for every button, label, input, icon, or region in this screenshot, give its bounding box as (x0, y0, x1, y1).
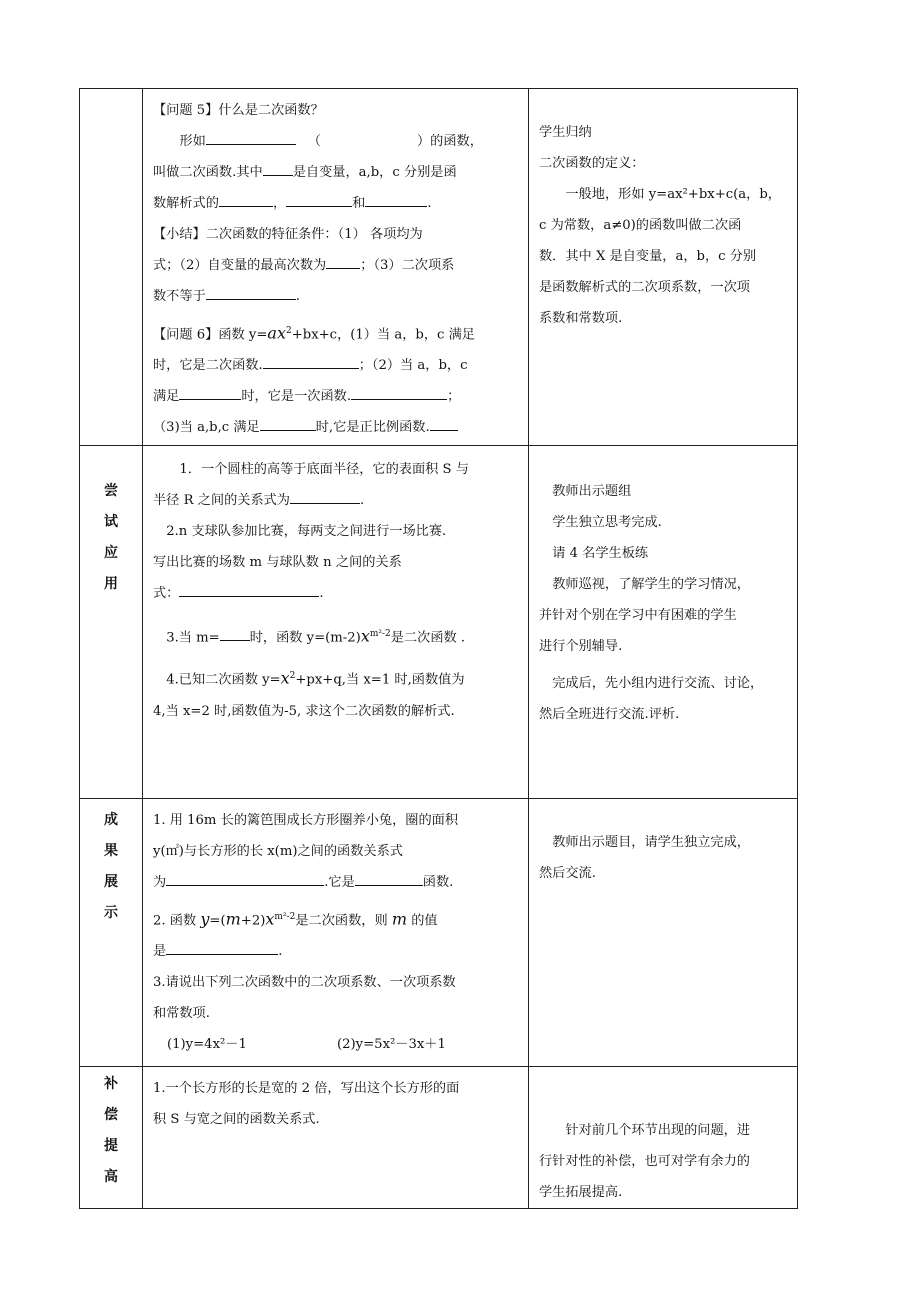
right-text-line: 学生拓展提高. (539, 1185, 623, 1200)
right-text-line: 进行个别辅导. (539, 639, 623, 654)
question-5-title: 【问题 5】什么是二次函数？ (153, 103, 324, 118)
activity-cell-remedial (529, 1067, 798, 1209)
right-text-line: 系数和常数项. (539, 311, 623, 326)
right-text-line: 学生归纳 (539, 125, 592, 140)
task-1-line3: 为 .它是 函数. (153, 867, 520, 898)
task-3-line2: 和常数项. (153, 1006, 210, 1022)
question-cell-show-results (143, 799, 529, 1067)
summary-line2: 式；（2）自变量的最高次数为 ；（3）二次项系 (153, 250, 520, 281)
question-6-line2: 时，它是二次函数. ；（2）当 a，b，c (153, 350, 520, 381)
stage-char: 提 (104, 1138, 118, 1154)
problem-2-line1: 2.n 支球队参加比赛，每两支之间进行一场比赛. (166, 524, 447, 539)
question-cell-remedial (143, 1067, 529, 1209)
task-1-line1: 1. 用 16m 长的篱笆围成长方形圈养小兔，圈的面积 (153, 813, 459, 828)
activity-cell-show-results (529, 799, 798, 1067)
problem-2-line2: 写出比赛的场数 m 与球队数 n 之间的关系 (153, 555, 402, 570)
question-6-line4: （3)当 a,b,c 满足 时,它是正比例函数. (153, 412, 520, 443)
right-text-line: 然后全班进行交流.评析. (539, 707, 680, 722)
activity-cell-concept (529, 89, 798, 446)
right-text-line: 学生独立思考完成. (552, 515, 662, 530)
right-text-line: 二次函数的定义： (539, 156, 645, 171)
stage-char: 示 (104, 905, 118, 921)
question-cell-concept (143, 89, 529, 446)
task-3-formulas (153, 1029, 520, 1060)
row-show-results (80, 799, 798, 1067)
remedial-problem-line2: 积 S 与宽之间的函数关系式. (153, 1112, 320, 1127)
right-text-line: c 为常数，a≠0)的函数叫做二次函 (539, 218, 742, 233)
problem-4-line2: 4,当 x=2 时,函数值为-5, 求这个二次函数的解析式. (153, 703, 455, 719)
task-1-line2: y(㎡)与长方形的长 x(m)之间的函数关系式 (153, 844, 403, 859)
summary-line3: 数不等于 . (153, 281, 520, 312)
summary-line1: 【小结】二次函数的特征条件：（1） 各项均为 (153, 227, 423, 242)
stage-cell-empty (80, 89, 143, 446)
question-5-line1: 形如 （ ）的函数， (153, 126, 520, 157)
stage-char: 应 (104, 545, 118, 561)
right-text-line: 完成后，先小组内进行交流、讨论， (552, 676, 764, 691)
right-text-line: 请 4 名学生板练 (552, 546, 649, 561)
stage-char: 偿 (104, 1107, 118, 1123)
activity-cell-try-apply (529, 446, 798, 799)
row-try-apply (80, 446, 798, 799)
right-text-line: 然后交流. (539, 866, 596, 881)
right-text-line: 一般地，形如 y=ax²+bx+c(a，b， (565, 187, 781, 202)
stage-cell-remedial (80, 1067, 143, 1209)
remedial-problem-line1: 1.一个长方形的长是宽的 2 倍，写出这个长方形的面 (153, 1081, 460, 1096)
right-text-line: 数．其中 X 是自变量，a，b，c 分别 (539, 249, 757, 264)
problem-4-line1: 4.已知二次函数 $y=x^2+px+q$,当 x=1 时,函数值为 (166, 668, 465, 688)
question-6-line1: 【问题 6】函数 $y=ax^2+bx+c$，(1）当 a，b，c 满足 (153, 323, 475, 343)
stage-char: 尝 (104, 483, 118, 499)
stage-char: 试 (104, 514, 118, 530)
lesson-plan-table (79, 88, 798, 1209)
stage-char: 补 (104, 1076, 118, 1092)
right-text-line: 教师出示题组 (552, 484, 632, 499)
problem-3: 3.当 m= 时，函数 $y=(m-2)x^{m^2-2}$是二次函数 . (166, 626, 466, 646)
stage-char: 果 (104, 843, 118, 859)
row-concept (80, 89, 798, 446)
row-remedial (80, 1067, 798, 1209)
stage-char: 高 (104, 1169, 118, 1185)
right-text-line: 针对前几个环节出现的问题，进 (565, 1123, 751, 1138)
question-cell-try-apply (143, 446, 529, 799)
question-5-line3: 数解析式的 ， 和 . (153, 188, 520, 219)
task-3-line1: 3.请说出下列二次函数中的二次项系数、一次项系数 (153, 975, 456, 991)
formula-1: (1)y=4x²－1 (167, 1037, 247, 1053)
stage-char: 展 (104, 874, 118, 890)
right-text-line: 行针对性的补偿，也可对学有余力的 (539, 1154, 750, 1169)
stage-cell-try-apply (80, 446, 143, 799)
task-2-line1: 2. 函数 $y=(m+2)x^{m^2-2}$是二次函数，则 m 的值 (153, 909, 438, 929)
right-text-line: 教师巡视，了解学生的学习情况， (552, 577, 750, 592)
right-text-line: 是函数解析式的二次项系数，一次项 (539, 280, 750, 295)
task-2-line2: 是 . (153, 936, 520, 967)
stage-char: 成 (104, 812, 118, 828)
right-text-line: 教师出示题目，请学生独立完成， (552, 835, 750, 850)
question-6-line3: 满足 时，它是一次函数. ； (153, 381, 520, 412)
right-text-line: 并针对个别在学习中有困难的学生 (539, 608, 737, 623)
question-5-line2: 叫做二次函数.其中 是自变量，a,b，c 分别是函 (153, 157, 520, 188)
problem-1-line1: 1．一个圆柱的高等于底面半径，它的表面积 S 与 (179, 462, 469, 477)
stage-char: 用 (104, 576, 118, 592)
problem-2-line3: 式： . (153, 578, 520, 609)
formula-2: (2)y=5x²－3x＋1 (337, 1037, 446, 1053)
problem-1-line2: 半径 R 之间的关系式为 . (153, 485, 520, 516)
stage-cell-show-results (80, 799, 143, 1067)
